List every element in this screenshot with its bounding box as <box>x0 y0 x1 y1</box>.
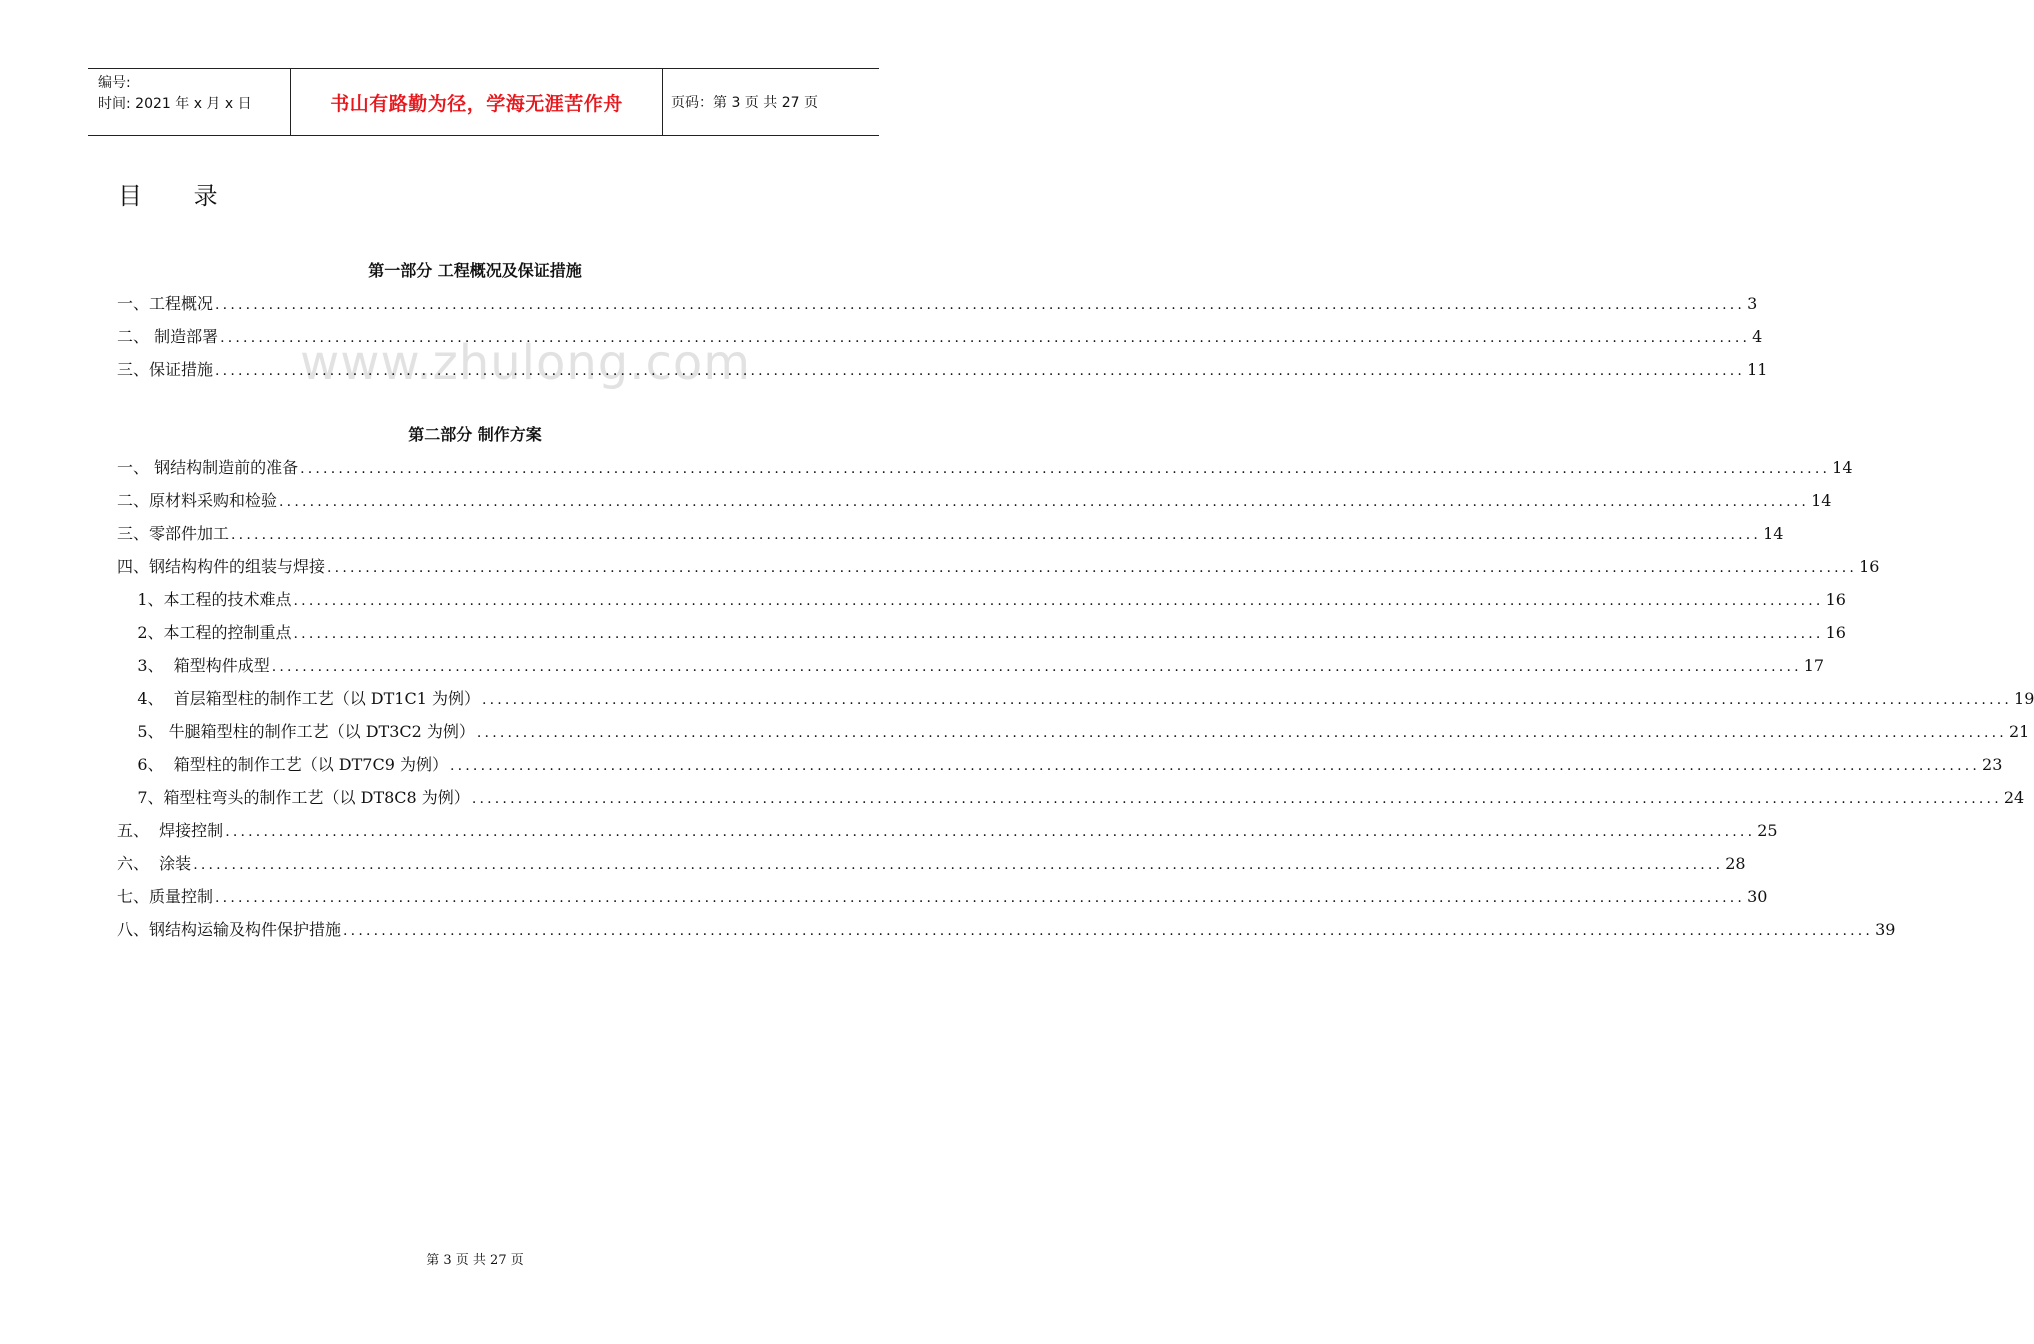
toc-entry-label: 7、箱型柱弯头的制作工艺（以 DT8C8 为例） <box>117 788 470 807</box>
toc-entry-page: 17 <box>1803 656 1825 675</box>
header-page-cell <box>663 69 879 135</box>
page-header <box>88 68 879 136</box>
toc-entry-page: 23 <box>1982 755 2003 774</box>
toc-leader-dots: ........................................................................................................................................................................................................ <box>215 297 1746 313</box>
toc-entry-page: 16 <box>1859 557 1880 576</box>
toc-entry[interactable] <box>117 521 1784 544</box>
toc-leader-dots: ........................................................................................................................................................................................................ <box>476 725 2007 741</box>
toc-entry[interactable] <box>117 785 2025 808</box>
toc-entry-label: 五、 焊接控制 <box>117 821 224 840</box>
toc-entry-label: 一、工程概况 <box>117 294 214 313</box>
toc-entry[interactable] <box>117 357 1768 380</box>
toc-entry-page: 16 <box>1825 623 1846 642</box>
time-label: 时间: 2021 年 x 月 x 日 <box>98 96 252 112</box>
toc-entry-label: 三、零部件加工 <box>117 524 230 543</box>
toc-leader-dots: ........................................................................................................................................................................................................ <box>215 890 1746 906</box>
toc-entry-label: 3、 箱型构件成型 <box>117 656 270 675</box>
toc-entry-page: 24 <box>2003 788 2025 807</box>
header-motto-cell <box>291 69 663 135</box>
toc-leader-dots: ........................................................................................................................................................................................................ <box>300 461 1831 477</box>
toc-entry-page: 30 <box>1747 887 1768 906</box>
toc-title: 目 录 <box>118 182 240 210</box>
toc-leader-dots: ........................................................................................................................................................................................................ <box>225 824 1756 840</box>
toc-entry[interactable] <box>117 752 2003 775</box>
toc-entry-label: 八、钢结构运输及构件保护措施 <box>117 920 342 939</box>
section-heading-1: 第一部分 工程概况及保证措施 <box>368 261 582 280</box>
toc-entry[interactable] <box>117 686 2034 709</box>
toc-entry-label: 七、质量控制 <box>117 887 214 906</box>
toc-leader-dots: ........................................................................................................................................................................................................ <box>471 791 2002 807</box>
toc-entry-page: 16 <box>1825 590 1846 609</box>
toc-entry[interactable] <box>117 291 1758 314</box>
toc-entry-label: 二、 制造部署 <box>117 327 219 346</box>
toc-leader-dots: ........................................................................................................................................................................................................ <box>449 758 1981 774</box>
toc-entry-label: 三、保证措施 <box>117 360 214 379</box>
toc-entry[interactable] <box>117 554 1880 577</box>
number-label: 编号: <box>98 75 131 91</box>
toc-entry-page: 14 <box>1811 491 1832 510</box>
toc-entry[interactable] <box>117 719 2030 742</box>
toc-entry-page: 39 <box>1875 920 1896 939</box>
toc-entry-page: 25 <box>1757 821 1778 840</box>
toc-entry-label: 1、本工程的技术难点 <box>117 590 292 609</box>
toc-leader-dots: ........................................................................................................................................................................................................ <box>279 494 1810 510</box>
toc-entry[interactable] <box>117 620 1846 643</box>
toc-entry-label: 四、钢结构构件的组装与焊接 <box>117 557 326 576</box>
toc-entry[interactable] <box>117 455 1853 478</box>
toc-leader-dots: ........................................................................................................................................................................................................ <box>293 626 1824 642</box>
toc-entry-page: 28 <box>1725 854 1746 873</box>
toc-entry[interactable] <box>117 324 1763 347</box>
toc-entry-label: 4、 首层箱型柱的制作工艺（以 DT1C1 为例） <box>117 689 480 708</box>
motto: 书山有路勤为径，学海无涯苦作舟 <box>330 92 623 115</box>
toc-entry-label: 一、 钢结构制造前的准备 <box>117 458 299 477</box>
toc-entry-page: 3 <box>1747 294 1758 313</box>
toc-entry-page: 21 <box>2008 722 2030 741</box>
toc-entry[interactable] <box>117 488 1832 511</box>
toc-entry-label: 2、本工程的控制重点 <box>117 623 292 642</box>
toc-entry[interactable] <box>117 818 1778 841</box>
toc-leader-dots: ........................................................................................................................................................................................................ <box>481 692 2013 708</box>
toc-entry[interactable] <box>117 917 1896 940</box>
toc-leader-dots: ........................................................................................................................................................................................................ <box>220 330 1751 346</box>
toc-entry[interactable] <box>117 653 1825 676</box>
toc-entry-page: 11 <box>1747 360 1768 379</box>
section-heading-2: 第二部分 制作方案 <box>408 425 542 444</box>
toc-entry-label: 二、原材料采购和检验 <box>117 491 278 510</box>
page-code: 页码：第 3 页 共 27 页 <box>671 95 818 111</box>
toc-entry-label: 5、 牛腿箱型柱的制作工艺（以 DT3C2 为例） <box>117 722 475 741</box>
page-footer: 第 3 页 共 27 页 <box>426 1253 524 1268</box>
toc-entry-page: 14 <box>1763 524 1784 543</box>
toc-leader-dots: ........................................................................................................................................................................................................ <box>293 593 1824 609</box>
toc-leader-dots: ........................................................................................................................................................................................................ <box>271 659 1802 675</box>
toc-leader-dots: ........................................................................................................................................................................................................ <box>231 527 1762 543</box>
toc-entry-page: 14 <box>1832 458 1853 477</box>
toc-entry-label: 6、 箱型柱的制作工艺（以 DT7C9 为例） <box>117 755 448 774</box>
toc-leader-dots: ........................................................................................................................................................................................................ <box>215 363 1746 379</box>
toc-entry-page: 4 <box>1752 327 1763 346</box>
header-meta <box>88 69 291 135</box>
toc-entry-label: 六、 涂装 <box>117 854 192 873</box>
toc-entry[interactable] <box>117 587 1846 610</box>
toc-entry[interactable] <box>117 884 1768 907</box>
toc-leader-dots: ........................................................................................................................................................................................................ <box>343 923 1874 939</box>
watermark: www.zhulong.com <box>300 335 752 391</box>
toc-entry[interactable] <box>117 851 1746 874</box>
toc-entry-page: 19 <box>2014 689 2034 708</box>
toc-leader-dots: ........................................................................................................................................................................................................ <box>327 560 1858 576</box>
toc-leader-dots: ........................................................................................................................................................................................................ <box>193 857 1724 873</box>
